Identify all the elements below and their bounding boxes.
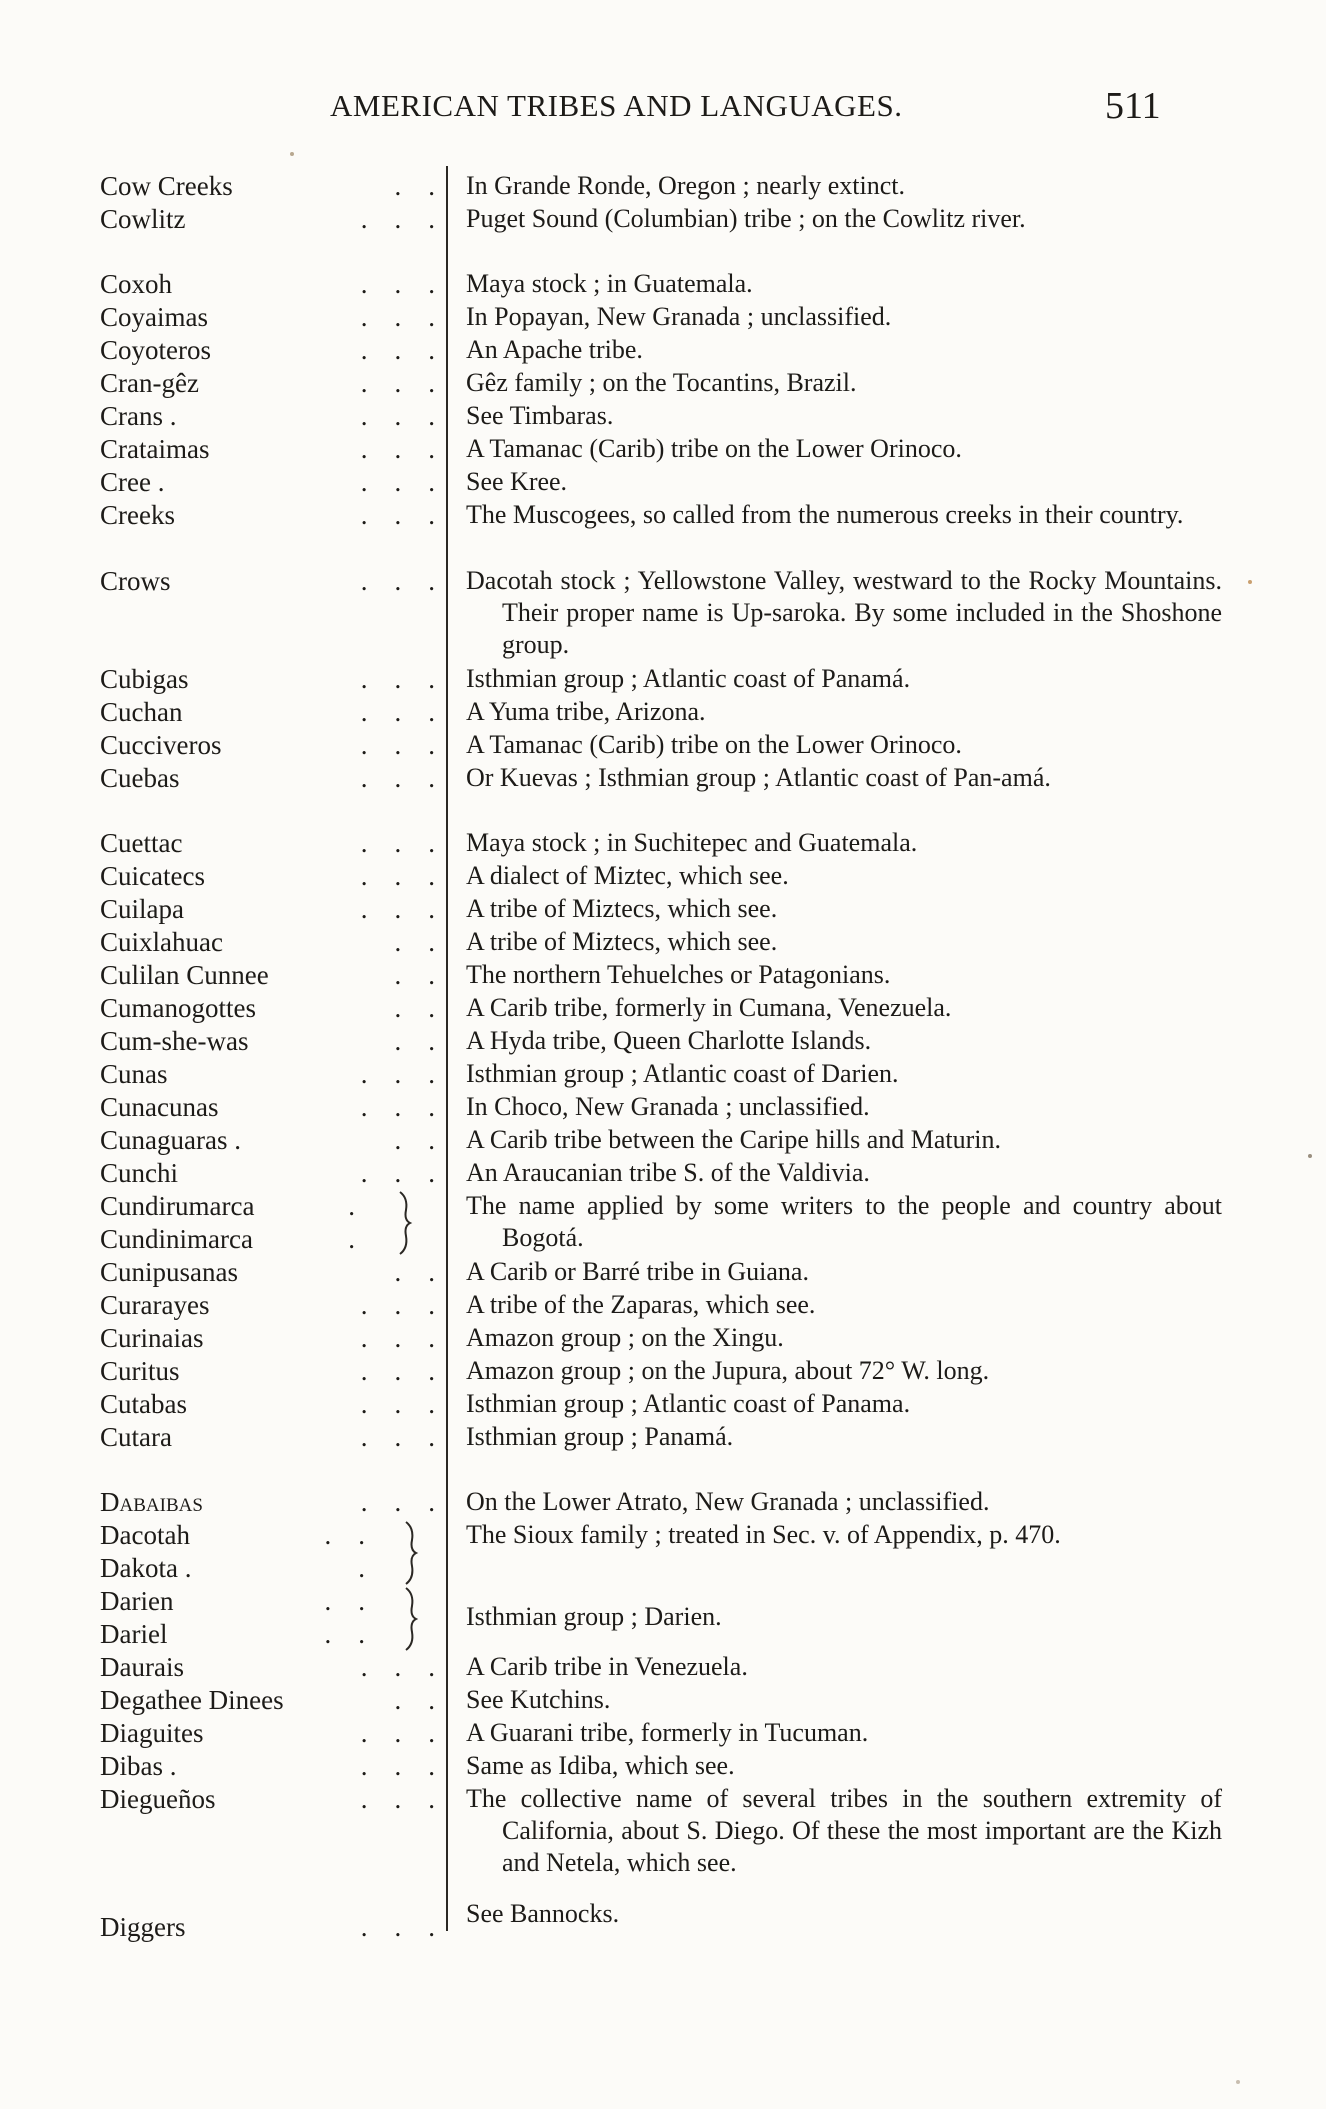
entry-description: In Choco, New Granada ; unclassified. (466, 1092, 870, 1121)
entry-name: Degathee Dinees (100, 1685, 284, 1715)
entry-name: Cuixlahuac (100, 927, 223, 957)
leader-dots: . . . (360, 1092, 435, 1122)
entry-name: Cunas (100, 1059, 168, 1089)
entry-name: Curinaias (100, 1323, 204, 1353)
scan-speck (1236, 2080, 1240, 2084)
entry-name: Cuilapa (100, 894, 184, 924)
entry-description: A Carib or Barré tribe in Guiana. (466, 1257, 809, 1286)
entry-description: In Grande Ronde, Oregon ; nearly extinct. (466, 171, 905, 200)
leader-dots: . . (324, 1619, 365, 1649)
leader-dots: . . . (360, 1784, 435, 1814)
entry-description: Isthmian group ; Atlantic coast of Panamá. (466, 664, 911, 693)
leader-dots: . . . (360, 664, 435, 694)
leader-dots: . (348, 1191, 355, 1221)
page-number: 511 (1105, 85, 1161, 127)
leader-dots: . . . (360, 1158, 435, 1188)
leader-dots: . . . (360, 269, 435, 299)
leader-dots: . . . (360, 1290, 435, 1320)
entry-description: Maya stock ; in Suchitepec and Guatemala. (466, 828, 918, 857)
entry-description: The northern Tehuelches or Patagonians. (466, 960, 891, 989)
brace-icon (392, 1188, 422, 1258)
leader-dots: . . (394, 1257, 435, 1287)
scan-speck (1308, 1154, 1312, 1158)
entry-description: Gêz family ; on the Tocantins, Brazil. (466, 368, 857, 397)
leader-dots: . . . (360, 1912, 435, 1942)
entry-description: Same as Idiba, which see. (466, 1751, 735, 1780)
entry-name: Coyaimas (100, 302, 208, 332)
entry-name: Cuebas (100, 763, 180, 793)
leader-dots: . . (394, 993, 435, 1023)
entry-name: Diaguites (100, 1718, 204, 1748)
leader-dots: . . . (360, 1422, 435, 1452)
entry-name: Dacotah (100, 1520, 190, 1550)
entry-description: A Carib tribe, formerly in Cumana, Venezuela. (466, 993, 952, 1022)
entry-description: A Carib tribe in Venezuela. (466, 1652, 748, 1681)
entry-description: Isthmian group ; Panamá. (466, 1422, 734, 1451)
entry-name: Cutara (100, 1422, 172, 1452)
entry-name: Crans . (100, 401, 177, 431)
entry-name: Diggers (100, 1912, 186, 1942)
scan-speck (290, 152, 294, 156)
entry-description: A tribe of the Zaparas, which see. (466, 1290, 816, 1319)
entry-name: Cunaguaras . (100, 1125, 241, 1155)
entry-name: Cunchi (100, 1158, 178, 1188)
entry-description: A Guarani tribe, formerly in Tucuman. (466, 1718, 869, 1747)
leader-dots: . . (394, 1026, 435, 1056)
leader-dots: . . (394, 927, 435, 957)
entry-description: A Hyda tribe, Queen Charlotte Islands. (466, 1026, 872, 1055)
entry-description: Dacotah stock ; Yellowstone Valley, westward to the Rocky Mountains. Their proper name is Up-saroka. By some included in the Shoshone group. (466, 566, 1222, 659)
entry-name: Cran-gêz (100, 368, 199, 398)
leader-dots: . (348, 1224, 355, 1254)
entry-description: A tribe of Miztecs, which see. (466, 927, 778, 956)
entry-name: Dariel (100, 1619, 168, 1649)
running-title: AMERICAN TRIBES AND LANGUAGES. (330, 88, 903, 123)
entry-name: Cum-she-was (100, 1026, 249, 1056)
entry-name: Cunipusanas (100, 1257, 238, 1287)
entry-description: Or Kuevas ; Isthmian group ; Atlantic coast of Pan-amá. (466, 763, 1051, 792)
entry-description: See Kutchins. (466, 1685, 611, 1714)
entry-name: Crataimas (100, 434, 210, 464)
leader-dots: . . . (360, 1389, 435, 1419)
entry-name: Curitus (100, 1356, 180, 1386)
entry-description: Isthmian group ; Atlantic coast of Darien. (466, 1059, 899, 1088)
entry-description: On the Lower Atrato, New Granada ; unclassified. (466, 1487, 990, 1516)
entry-name: Daurais (100, 1652, 184, 1682)
brace-icon (398, 1584, 428, 1654)
entry-name: Cubigas (100, 664, 189, 694)
leader-dots: . . (324, 1520, 365, 1550)
entry-description: A dialect of Miztec, which see. (466, 861, 789, 890)
entry-name: Cuettac (100, 828, 183, 858)
entry-name: Cucciveros (100, 730, 222, 760)
entry-description: Isthmian group ; Atlantic coast of Panama. (466, 1389, 911, 1418)
leader-dots: . . . (360, 302, 435, 332)
entry-name: Crows (100, 566, 171, 596)
leader-dots: . . . (360, 861, 435, 891)
entry-description: The Sioux family ; treated in Sec. v. of Appendix, p. 470. (466, 1520, 1061, 1549)
page-header (0, 85, 1326, 132)
entry-name: Culilan Cunnee (100, 960, 269, 990)
leader-dots: . . . (360, 1652, 435, 1682)
leader-dots: . . . (360, 368, 435, 398)
entry-name: Diegueños (100, 1784, 216, 1814)
entry-name: Dabaibas (100, 1487, 203, 1517)
entry-name: Cunacunas (100, 1092, 219, 1122)
leader-dots: . . . (360, 894, 435, 924)
entry-name: Cow Creeks (100, 171, 233, 201)
entry-name: Cuicatecs (100, 861, 205, 891)
leader-dots: . . (324, 1586, 365, 1616)
entry-name: Curarayes (100, 1290, 210, 1320)
leader-dots: . . . (360, 1356, 435, 1386)
scan-speck (1248, 580, 1252, 584)
leader-dots: . . . (360, 697, 435, 727)
entry-description: The name applied by some writers to the people and country about Bogotá. (466, 1191, 1222, 1252)
entry-description: In Popayan, New Granada ; unclassified. (466, 302, 892, 331)
entry-description: Puget Sound (Columbian) tribe ; on the Cowlitz river. (466, 204, 1026, 233)
entry-description: A tribe of Miztecs, which see. (466, 894, 778, 923)
entry-name: Cuchan (100, 697, 183, 727)
entry-name: Cundirumarca (100, 1191, 255, 1221)
entry-description: A Tamanac (Carib) tribe on the Lower Orinoco. (466, 730, 962, 759)
entry-name: Dibas . (100, 1751, 177, 1781)
entry-name: Creeks (100, 500, 175, 530)
entry-name: Dakota . (100, 1553, 192, 1583)
entry-description: A Yuma tribe, Arizona. (466, 697, 706, 726)
entry-description: Isthmian group ; Darien. (466, 1602, 722, 1631)
entry-description: Amazon group ; on the Jupura, about 72° W. long. (466, 1356, 990, 1385)
leader-dots: . (358, 1553, 365, 1583)
leader-dots: . . (394, 1125, 435, 1155)
leader-dots: . . . (360, 1323, 435, 1353)
leader-dots: . . . (360, 401, 435, 431)
column-rule (446, 166, 448, 1931)
leader-dots: . . . (360, 828, 435, 858)
leader-dots: . . . (360, 467, 435, 497)
entry-description: See Bannocks. (466, 1899, 620, 1928)
leader-dots: . . . (360, 1751, 435, 1781)
entry-description: The collective name of several tribes in the southern extremity of California, about S. Diego. Of these the most important are the Kizh and Netela, which see. (466, 1784, 1222, 1877)
entry-description: See Timbaras. (466, 401, 614, 430)
leader-dots: . . . (360, 1718, 435, 1748)
entry-name: Cundinimarca (100, 1224, 253, 1254)
leader-dots: . . . (360, 1487, 435, 1517)
entry-name: Cumanogottes (100, 993, 256, 1023)
entry-name: Coyoteros (100, 335, 211, 365)
leader-dots: . . . (360, 204, 435, 234)
entry-description: Amazon group ; on the Xingu. (466, 1323, 784, 1352)
entry-name: Coxoh (100, 269, 173, 299)
leader-dots: . . . (360, 1059, 435, 1089)
entry-description: The Muscogees, so called from the numerous creeks in their country. (466, 500, 1184, 529)
leader-dots: . . . (360, 763, 435, 793)
leader-dots: . . (394, 1685, 435, 1715)
leader-dots: . . . (360, 500, 435, 530)
entry-name: Cutabas (100, 1389, 187, 1419)
entry-description: See Kree. (466, 467, 568, 496)
leader-dots: . . (394, 960, 435, 990)
leader-dots: . . (394, 171, 435, 201)
leader-dots: . . . (360, 566, 435, 596)
entry-name: Darien (100, 1586, 174, 1616)
entry-name: Cowlitz (100, 204, 186, 234)
leader-dots: . . . (360, 730, 435, 760)
entry-description: A Tamanac (Carib) tribe on the Lower Orinoco. (466, 434, 962, 463)
leader-dots: . . . (360, 434, 435, 464)
brace-icon (398, 1518, 428, 1588)
entry-description: Maya stock ; in Guatemala. (466, 269, 753, 298)
entry-name: Cree . (100, 467, 165, 497)
leader-dots: . . . (360, 335, 435, 365)
entry-description: An Apache tribe. (466, 335, 643, 364)
entry-description: An Araucanian tribe S. of the Valdivia. (466, 1158, 870, 1187)
entry-description: A Carib tribe between the Caripe hills and Maturin. (466, 1125, 1002, 1154)
